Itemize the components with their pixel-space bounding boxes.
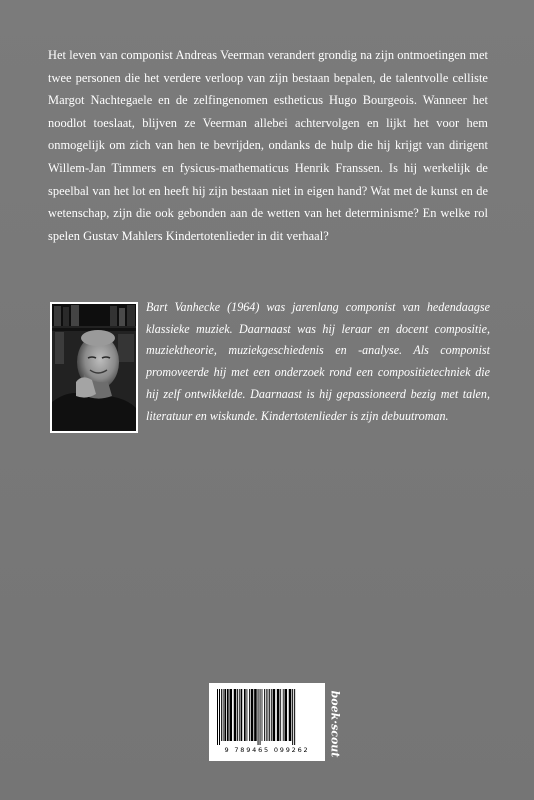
barcode-guard-bar [294, 689, 295, 745]
barcode-bar [234, 689, 237, 741]
publisher-logo [327, 686, 343, 762]
barcode-bar [285, 689, 288, 741]
barcode-bar [237, 689, 238, 741]
barcode-guard-bar [260, 689, 261, 745]
barcode-guard-bar [217, 689, 218, 745]
barcode-guard-bar [292, 689, 293, 745]
barcode-bar [289, 689, 292, 741]
barcode-bar [268, 689, 269, 741]
barcode-bar [224, 689, 226, 741]
barcode-bars [215, 689, 319, 745]
author-bio: Bart Vanhecke (1964) was jarenlang componist van hedendaagse klassieke muziek. Daarnaast was hij leraar en docent compositie, muziektheorie, muziekgeschiedenis en -analyse. Als componist promoveerde hij met een onderzoek rond een compositietechniek die hij zelf ontwikkelde. Daarnaast is hij gepassioneerd bezig met talen, literatuur en wiskunde. Kindertotenlieder is zijn debuutroman. [146, 300, 490, 423]
barcode-bar [241, 689, 243, 741]
barcode-bar [283, 689, 284, 741]
barcode-guard-bar [258, 689, 259, 745]
book-blurb: Het leven van componist Andreas Veerman verandert grondig na zijn ontmoetingen met twee personen die het verdere verloop van zijn bestaan bepalen, de talentvolle celliste Margot Nachtegaele en de zelfingenomen estheticus Hugo Bourgeois. Wanneer het noodlot toeslaat, blijven ze Veerman allebei achtervolgen en lijkt het voor hem onmogelijk om zich van hen te bevrijden, ondanks de hulp die hij krijgt van dirigent Willem-Jan Timmers en fysicus-mathematicus Henrik Franssen. Is hij werkelijk de speelbal van het lot en heeft hij zijn bestaan niet in eigen hand? Wat met de kunst en de wetenschap, zijn die ook gebonden aan de wetten van het determinisme? En welke rol spelen Gustav Mahlers Kindertotenlieder in dit verhaal? [48, 48, 488, 243]
barcode-bar [244, 689, 246, 741]
barcode-bar [239, 689, 240, 741]
isbn-barcode [209, 683, 325, 761]
author-photo [50, 302, 138, 433]
barcode-bar [271, 689, 272, 741]
barcode-bar [221, 689, 222, 741]
barcode-bar [280, 689, 281, 741]
publisher-logo-text: boek·scout [328, 690, 342, 758]
barcode-bar [266, 689, 267, 741]
barcode-bar [230, 689, 233, 741]
barcode-bar [264, 689, 265, 741]
barcode-bar [269, 689, 270, 741]
barcode-bar [251, 689, 254, 741]
barcode-bar [227, 689, 229, 741]
barcode-bar [262, 689, 263, 741]
barcode-bar [277, 689, 280, 741]
isbn-number: 9 789465 099262 [224, 746, 310, 754]
barcode-bar [254, 689, 257, 741]
barcode-bar [249, 689, 250, 741]
barcode-bar [273, 689, 276, 741]
barcode-guard-bar [219, 689, 220, 745]
barcode-bar [247, 689, 248, 741]
barcode-bar [223, 689, 224, 741]
